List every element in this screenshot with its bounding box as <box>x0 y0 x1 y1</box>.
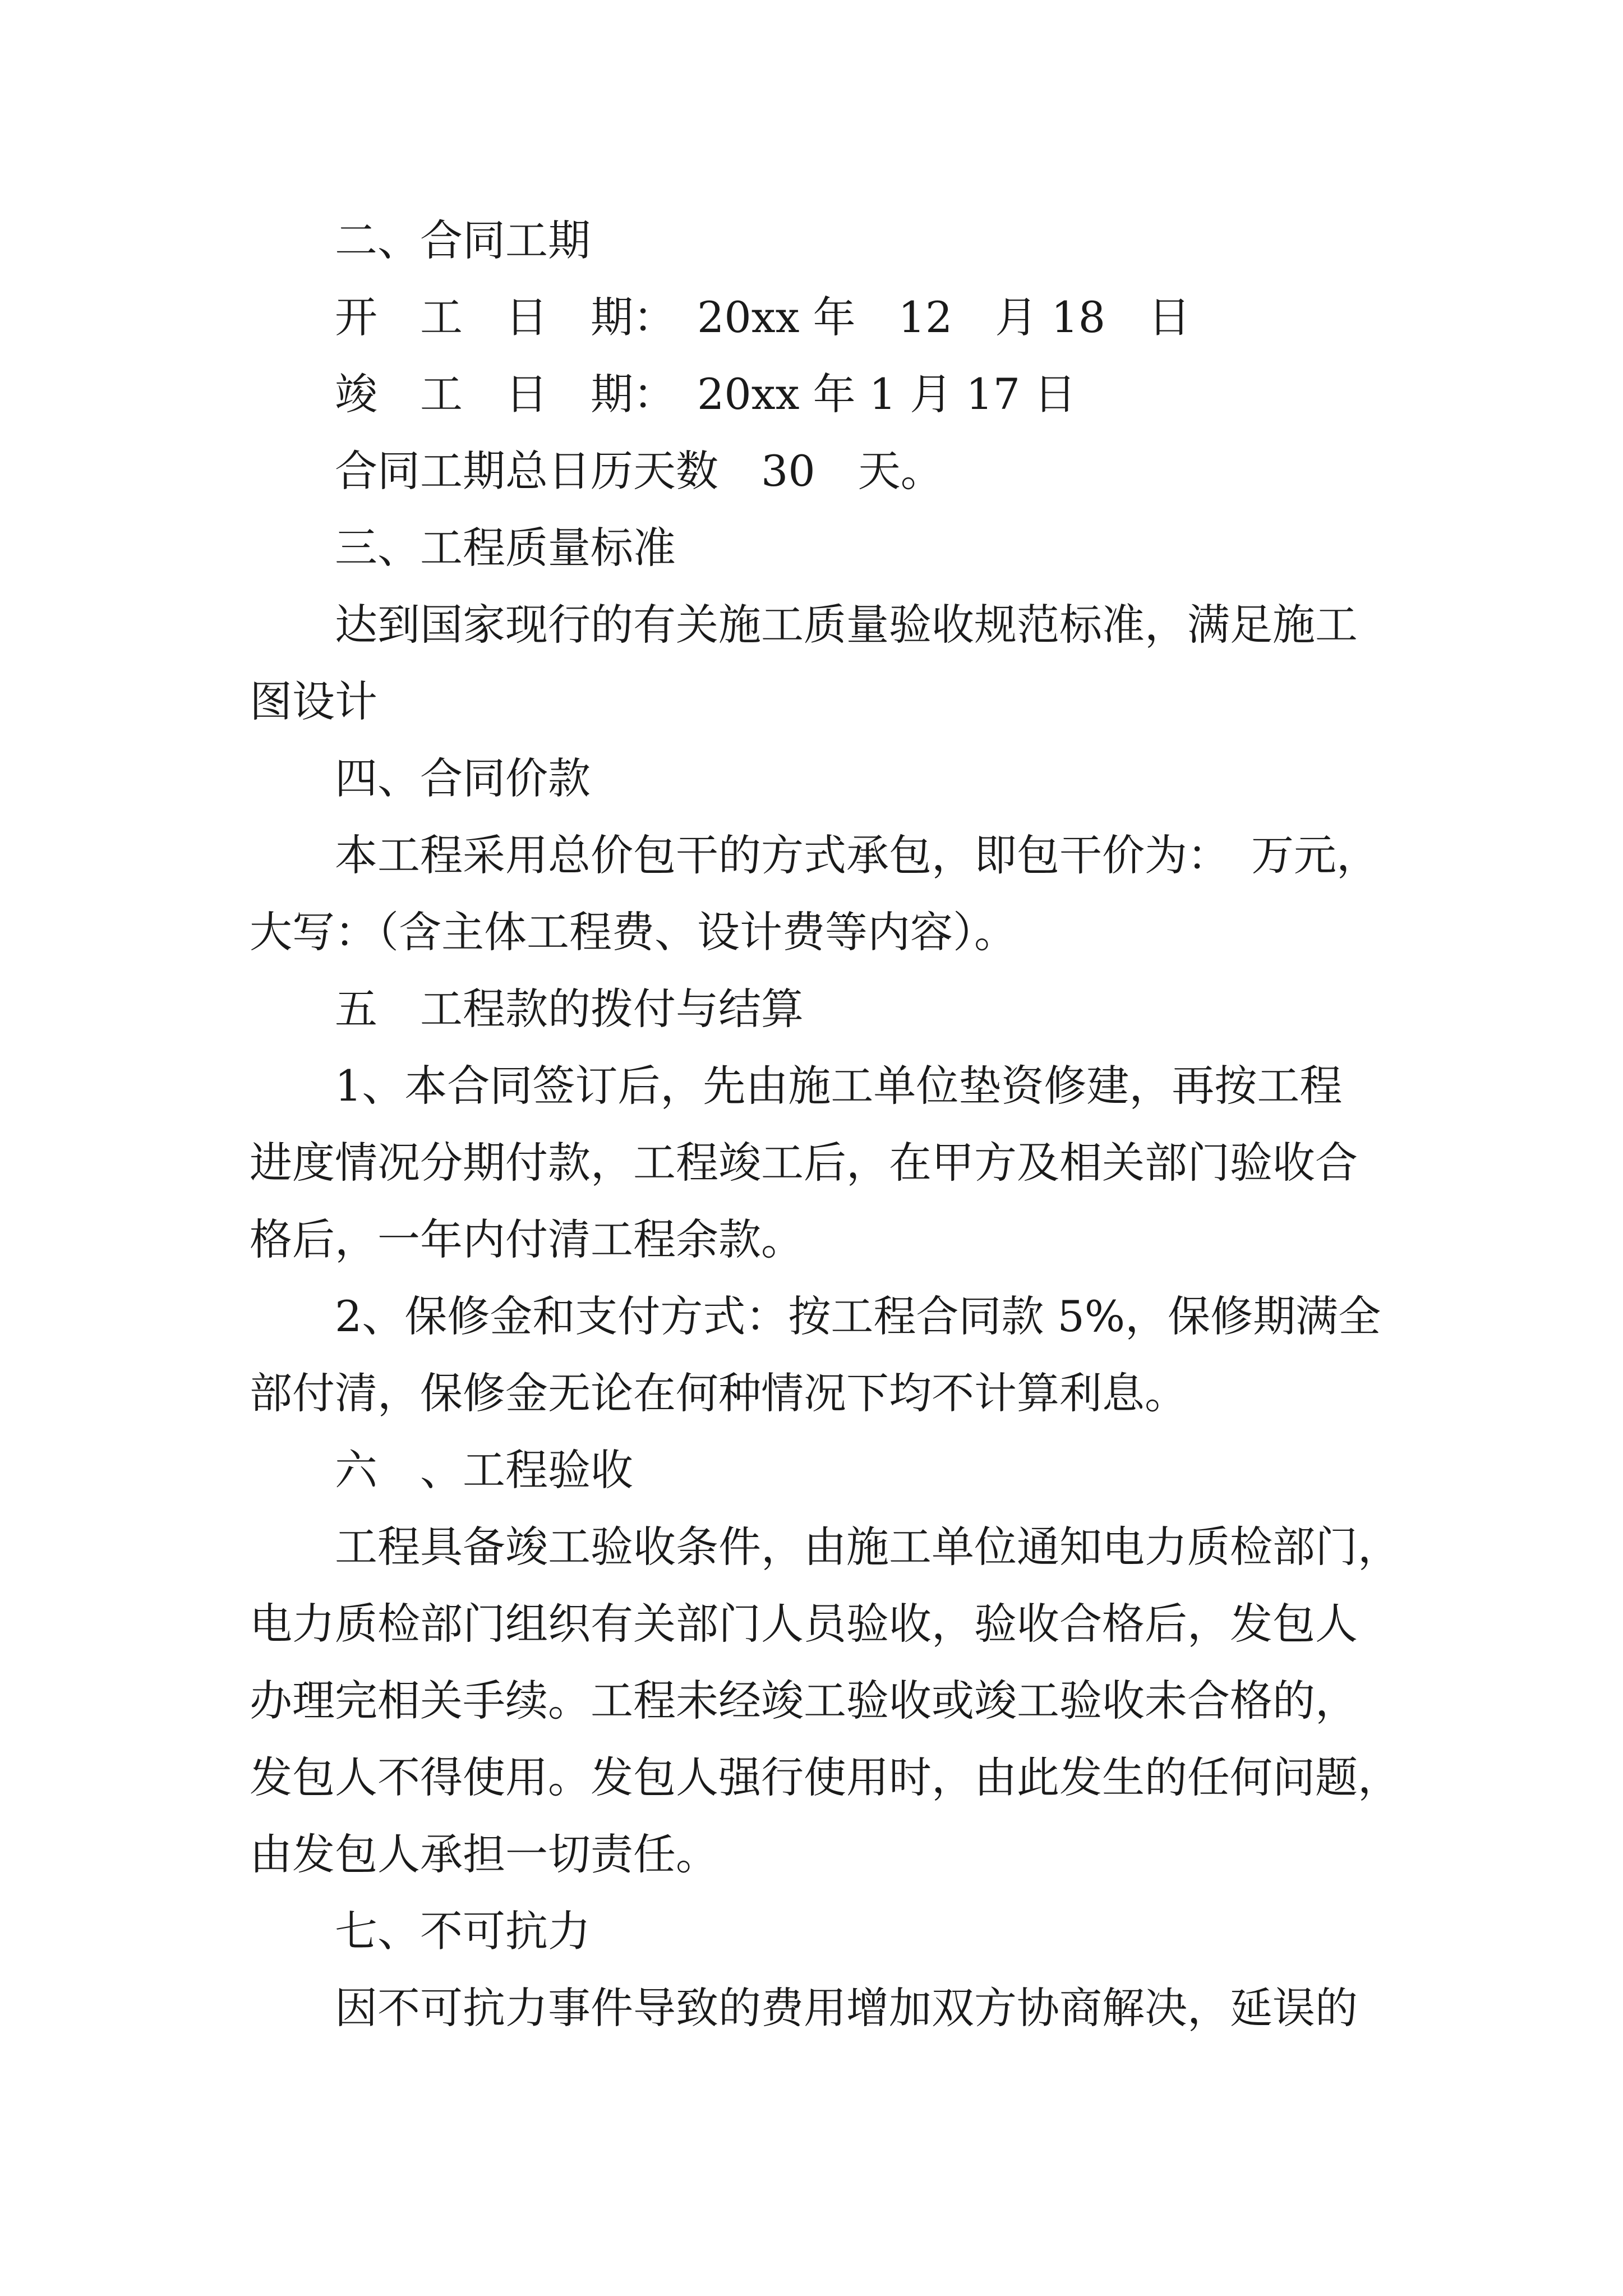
paragraph-line: 电力质检部门组织有关部门人员验收，验收合格后，发包人 <box>250 1599 1358 1649</box>
paragraph-line: 部付清，保修金无论在何种情况下均不计算利息。 <box>250 1368 1187 1418</box>
document-body <box>250 202 1399 2046</box>
section-heading-quality-standard: 三、工程质量标准 <box>335 523 676 573</box>
paragraph-line: 本工程采用总价包干的方式承包，即包干价为： 万元， <box>335 830 1379 880</box>
section-heading-contract-price: 四、合同价款 <box>335 753 591 803</box>
completion-date-line: 竣 工 日 期： 20xx 年 1 月 17 日 <box>335 369 1077 419</box>
section-heading-payment-settlement: 五 工程款的拨付与结算 <box>335 984 804 1034</box>
paragraph-line: 工程具备竣工验收条件，由施工单位通知电力质检部门， <box>335 1522 1400 1572</box>
paragraph-line: 发包人不得使用。发包人强行使用时，由此发生的任何问题， <box>250 1752 1400 1802</box>
total-days-line: 合同工期总日历天数 30 天。 <box>335 446 943 496</box>
section-heading-acceptance: 六 、工程验收 <box>335 1445 633 1495</box>
start-date-line: 开 工 日 期： 20xx 年 12 月 18 日 <box>335 292 1191 342</box>
section-heading-contract-period: 二、合同工期 <box>335 215 591 265</box>
paragraph-line: 达到国家现行的有关施工质量验收规范标准，满足施工 <box>335 600 1358 650</box>
section-heading-force-majeure: 七、不可抗力 <box>335 1906 591 1956</box>
paragraph-line: 图设计 <box>250 677 377 726</box>
paragraph-line: 1、本合同签订后，先由施工单位垫资修建，再按工程 <box>335 1061 1343 1111</box>
paragraph-line: 格后，一年内付清工程余款。 <box>250 1214 804 1264</box>
paragraph-line: 办理完相关手续。工程未经竣工验收或竣工验收未合格的， <box>250 1676 1358 1726</box>
paragraph-line: 因不可抗力事件导致的费用增加双方协商解决，延误的 <box>335 1983 1358 2033</box>
paragraph-line: 由发包人承担一切责任。 <box>250 1829 718 1879</box>
paragraph-line: 大写：（含主体工程费、设计费等内容）。 <box>250 907 1017 957</box>
paragraph-line: 进度情况分期付款，工程竣工后，在甲方及相关部门验收合 <box>250 1138 1358 1188</box>
paragraph-line: 2、保修金和支付方式：按工程合同款 5%，保修期满全 <box>335 1291 1381 1341</box>
